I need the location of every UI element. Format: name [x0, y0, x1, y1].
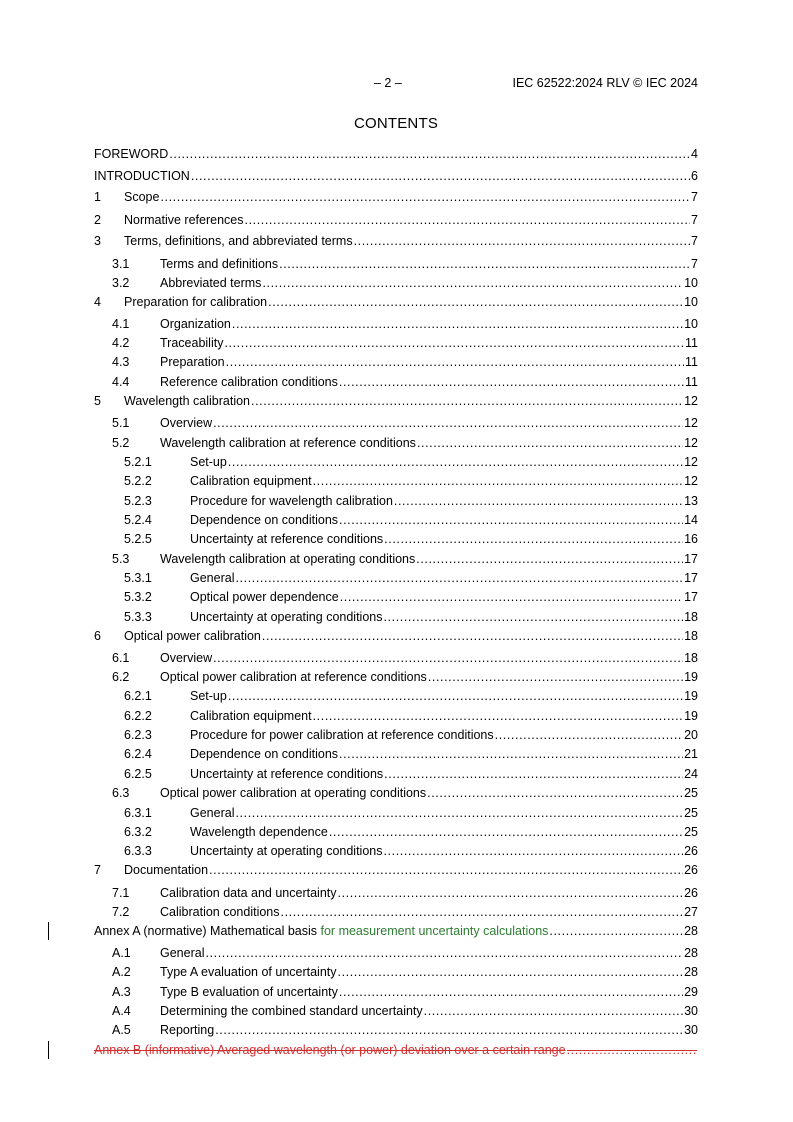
- toc-entry-number: 1: [94, 190, 101, 204]
- toc-entry-page: 28: [684, 965, 698, 979]
- toc-entry-title: [124, 212, 244, 228]
- dot-leader: [313, 708, 683, 724]
- toc-entry[interactable]: [94, 294, 698, 310]
- toc-entry-page: 10: [684, 317, 698, 331]
- dot-leader: [427, 785, 683, 801]
- toc-entry-title-text: Wavelength dependence: [190, 825, 328, 839]
- toc-entry-title: [124, 189, 159, 205]
- toc-entry-title: [124, 393, 250, 409]
- toc-entry-title: [94, 1042, 566, 1058]
- dot-leader: [338, 964, 684, 980]
- toc-entry-number: 5.2.2: [124, 474, 152, 488]
- dot-leader: [339, 984, 683, 1000]
- toc-entry-title-text: General: [160, 946, 205, 960]
- toc-entry-title-text: Calibration data and uncertainty: [160, 886, 337, 900]
- dot-leader: [169, 146, 690, 162]
- toc-entry-title-text: Set-up: [190, 689, 227, 703]
- dot-leader: [213, 650, 683, 666]
- dot-leader: [383, 843, 683, 859]
- toc-entry-number: 3: [94, 234, 101, 248]
- toc-entry-number: 2: [94, 213, 101, 227]
- toc-entry-page: 26: [684, 844, 698, 858]
- dot-leader: [228, 688, 683, 704]
- toc-entry[interactable]: [94, 708, 698, 724]
- toc-entry-title: [160, 335, 223, 351]
- toc-entry-title: [190, 746, 338, 762]
- toc-entry-page: 11: [685, 355, 698, 369]
- toc-entry-title: [94, 168, 190, 184]
- toc-entry[interactable]: [94, 862, 698, 878]
- toc-entry[interactable]: [94, 885, 698, 901]
- toc-entry-page: 26: [684, 886, 698, 900]
- toc-entry-number: 5.2.1: [124, 455, 152, 469]
- toc-entry[interactable]: [94, 512, 698, 528]
- toc-entry-title-text: General: [190, 571, 235, 585]
- toc-entry[interactable]: [94, 1022, 698, 1038]
- toc-entry-title-text: Documentation: [124, 863, 209, 877]
- toc-entry-number: 6.1: [112, 651, 130, 665]
- toc-entry-page: 18: [684, 629, 698, 643]
- toc-entry-title: [160, 945, 204, 961]
- toc-entry-page: 14: [684, 513, 698, 527]
- toc-entry-title-text: Wavelength calibration at operating conditions: [160, 552, 416, 566]
- page-header: [94, 76, 698, 92]
- toc-entry-title-text: Procedure for wavelength calibration: [190, 494, 393, 508]
- toc-entry-title: [160, 374, 338, 390]
- dot-leader: [228, 454, 683, 470]
- toc-entry[interactable]: [94, 435, 698, 451]
- toc-entry-title-text: Procedure for power calibration at reference conditions: [190, 728, 494, 742]
- toc-entry-page: 10: [684, 276, 698, 290]
- toc-entry-number: 5.3.3: [124, 610, 152, 624]
- toc-entry[interactable]: [94, 233, 698, 249]
- dot-leader: [354, 233, 690, 249]
- toc-entry-title-text: Organization: [160, 317, 231, 331]
- toc-entry-page: 7: [691, 257, 698, 271]
- toc-entry[interactable]: [94, 589, 698, 605]
- toc-entry-title-text: Set-up: [190, 455, 227, 469]
- toc-entry-title-text: Calibration equipment: [190, 709, 312, 723]
- toc-entry-title: [160, 354, 225, 370]
- dot-leader: [339, 374, 684, 390]
- toc-entry-page: 16: [684, 532, 698, 546]
- dot-leader: [215, 1022, 683, 1038]
- toc-entry-title: [190, 824, 328, 840]
- toc-entry-title-text: Wavelength calibration: [124, 394, 250, 408]
- toc-entry-title-text: Preparation: [160, 355, 225, 369]
- dot-leader: [383, 609, 683, 625]
- dot-leader: [313, 473, 683, 489]
- toc-entry-title: [190, 531, 383, 547]
- dot-leader: [394, 493, 683, 509]
- toc-entry[interactable]: [94, 766, 698, 782]
- toc-entry-number: 5.3.2: [124, 590, 152, 604]
- toc-entry-title-text: Annex B (informative) Averaged wavelength (or power) deviation over a certain range: [94, 1043, 566, 1057]
- toc-entry-title-text: Dependence on conditions: [190, 747, 339, 761]
- toc-entry-title: [160, 551, 415, 567]
- toc-entry-title-text: Normative references: [124, 213, 244, 227]
- toc-entry[interactable]: [94, 824, 698, 840]
- toc-entry-title-text: Overview: [160, 651, 213, 665]
- toc-entry-title: [160, 785, 426, 801]
- toc-entry-number: 7.1: [112, 886, 130, 900]
- toc-entry[interactable]: [94, 393, 698, 409]
- toc-entry-title: [190, 843, 382, 859]
- toc-entry[interactable]: [94, 805, 698, 821]
- toc-entry-title-text: FOREWORD: [94, 147, 169, 161]
- dot-leader: [268, 294, 683, 310]
- toc-entry[interactable]: [94, 189, 698, 205]
- toc-entry-title-text: Abbreviated terms: [160, 276, 262, 290]
- toc-entry[interactable]: [94, 374, 698, 390]
- toc-entry[interactable]: [94, 551, 698, 567]
- toc-entry-title: [124, 862, 208, 878]
- dot-leader: [281, 904, 684, 920]
- toc-entry-page: 28: [684, 946, 698, 960]
- toc-entry[interactable]: [94, 1003, 698, 1019]
- dot-leader: [262, 628, 683, 644]
- toc-entry[interactable]: [94, 727, 698, 743]
- toc-entry-number: 7.2: [112, 905, 130, 919]
- dot-leader: [384, 766, 683, 782]
- toc-entry-page: 10: [684, 295, 698, 309]
- toc-entry-title: [160, 650, 212, 666]
- toc-entry[interactable]: [94, 609, 698, 625]
- toc-entry-page: 29: [684, 985, 698, 999]
- toc-entry-title: [124, 628, 261, 644]
- toc-entry-number: 6.2.3: [124, 728, 152, 742]
- toc-entry-page: 21: [684, 747, 698, 761]
- toc-entry-page: 12: [684, 474, 698, 488]
- dot-leader: [226, 354, 684, 370]
- dot-leader: [417, 435, 683, 451]
- toc-entry[interactable]: [94, 923, 698, 939]
- toc-entry-title: [190, 727, 494, 743]
- toc-entry-page: 30: [684, 1023, 698, 1037]
- toc-entry[interactable]: [94, 473, 698, 489]
- toc-entry-title: [190, 766, 383, 782]
- dot-leader: [329, 824, 683, 840]
- dot-leader: [339, 512, 683, 528]
- toc-entry[interactable]: [94, 628, 698, 644]
- toc-entry-number: 6.2.1: [124, 689, 152, 703]
- dot-leader: [224, 335, 684, 351]
- toc-entry-title: [160, 256, 278, 272]
- dot-leader: [205, 945, 683, 961]
- toc-entry-title: [190, 589, 339, 605]
- dot-leader: [549, 923, 683, 939]
- toc-entry-page: 28: [684, 924, 698, 938]
- toc-entry-number: 4.1: [112, 317, 130, 331]
- toc-entry-title-text: Optical power dependence: [190, 590, 339, 604]
- toc-entry-title: [160, 435, 416, 451]
- toc-entry-title-text: Overview: [160, 416, 213, 430]
- toc-entry-title-text: Uncertainty at operating conditions: [190, 844, 383, 858]
- toc-entry-number: 5: [94, 394, 101, 408]
- standard-reference: IEC 62522:2024 RLV © IEC 2024: [512, 76, 698, 90]
- toc-entry[interactable]: [94, 984, 698, 1000]
- toc-entry[interactable]: [94, 688, 698, 704]
- toc-entry-number: 4.3: [112, 355, 130, 369]
- toc-entry-number: 6.3: [112, 786, 130, 800]
- toc-entry-title-text: Type B evaluation of uncertainty: [160, 985, 338, 999]
- toc-entry-number: 6.2: [112, 670, 130, 684]
- toc-entry-number: A.4: [112, 1004, 131, 1018]
- toc-entry-number: 6.3.3: [124, 844, 152, 858]
- toc-entry-number: 6.3.1: [124, 806, 152, 820]
- toc-entry-page: 17: [684, 590, 698, 604]
- toc-entry-number: 4.2: [112, 336, 130, 350]
- toc-entry-page: 6: [691, 169, 698, 183]
- toc-entry-title-text: Reference calibration conditions: [160, 375, 338, 389]
- toc-entry-number: 5.3.1: [124, 571, 152, 585]
- toc-entry-number: 6.2.5: [124, 767, 152, 781]
- toc-entry-title-text: Determining the combined standard uncertainty: [160, 1004, 423, 1018]
- toc-entry-page: 30: [684, 1004, 698, 1018]
- toc-entry[interactable]: [94, 212, 698, 228]
- toc-entry-page: 12: [684, 436, 698, 450]
- page-number: – 2 –: [374, 76, 402, 90]
- dot-leader: [416, 551, 683, 567]
- toc-entry[interactable]: [94, 570, 698, 586]
- toc-entry-title: [190, 708, 312, 724]
- toc-entry-page: 19: [684, 709, 698, 723]
- toc-entry-title: [190, 512, 338, 528]
- toc-entry-title: [190, 454, 227, 470]
- toc-entry-number: 6: [94, 629, 101, 643]
- toc-entry-title: [160, 669, 427, 685]
- dot-leader: [213, 415, 683, 431]
- toc-entry-page: 11: [685, 336, 698, 350]
- toc-entry-title-text: Optical power calibration at reference conditions: [160, 670, 427, 684]
- toc-entry-title: [190, 493, 393, 509]
- toc-entry-title-text: Calibration conditions: [160, 905, 280, 919]
- toc-entry[interactable]: [94, 669, 698, 685]
- toc-entry[interactable]: [94, 335, 698, 351]
- toc-entry[interactable]: [94, 354, 698, 370]
- toc-entry[interactable]: [94, 945, 698, 961]
- dot-leader: [235, 805, 683, 821]
- toc-entry-number: 6.2.2: [124, 709, 152, 723]
- toc-entry-title-text: Type A evaluation of uncertainty: [160, 965, 337, 979]
- toc-entry-title: [160, 1003, 423, 1019]
- toc-entry-page: 4: [691, 147, 698, 161]
- toc-entry-title-text: Optical power calibration: [124, 629, 261, 643]
- toc-entry-number: 5.3: [112, 552, 130, 566]
- toc-entry[interactable]: [94, 168, 698, 184]
- toc-entry[interactable]: [94, 256, 698, 272]
- toc-entry[interactable]: [94, 964, 698, 980]
- toc-entry[interactable]: [94, 493, 698, 509]
- toc-entry-number: A.3: [112, 985, 131, 999]
- toc-entry[interactable]: [94, 785, 698, 801]
- toc-entry-title: [190, 570, 234, 586]
- toc-entry-title-text: Traceability: [160, 336, 224, 350]
- dot-leader: [424, 1003, 683, 1019]
- dot-leader: [495, 727, 683, 743]
- toc-entry[interactable]: [94, 415, 698, 431]
- toc-entry-number: 5.2: [112, 436, 130, 450]
- toc-entry-number: 5.2.3: [124, 494, 152, 508]
- toc-entry-page: 13: [684, 494, 698, 508]
- toc-entry-page: 26: [684, 863, 698, 877]
- dot-leader: [339, 746, 683, 762]
- toc-entry-page: 17: [684, 571, 698, 585]
- toc-entry-number: 5.2.4: [124, 513, 152, 527]
- toc-entry-title-text: Uncertainty at reference conditions: [190, 767, 384, 781]
- toc-entry-page: 27: [684, 905, 698, 919]
- toc-entry-number: 7: [94, 863, 101, 877]
- toc-entry-page: 19: [684, 689, 698, 703]
- toc-entry-title-text: Uncertainty at operating conditions: [190, 610, 383, 624]
- toc-entry-page: 7: [691, 213, 698, 227]
- toc-entry-title-text: Scope: [124, 190, 160, 204]
- toc-entry-title-text: Optical power calibration at operating conditions: [160, 786, 427, 800]
- dot-leader: [262, 275, 683, 291]
- toc-entry-number: 5.1: [112, 416, 130, 430]
- toc-entry-title-text: General: [190, 806, 235, 820]
- toc-entry-title: [190, 609, 382, 625]
- toc-entry-page: 24: [684, 767, 698, 781]
- change-bar: [48, 1041, 49, 1059]
- dot-leader: [384, 531, 683, 547]
- toc-entry-number: A.2: [112, 965, 131, 979]
- toc-entry-title-text: Calibration equipment: [190, 474, 312, 488]
- toc-entry-number: 4: [94, 295, 101, 309]
- toc-entry-number: 5.2.5: [124, 532, 152, 546]
- toc-entry-title: [160, 275, 261, 291]
- toc-entry-title-text: Wavelength calibration at reference conditions: [160, 436, 416, 450]
- toc-entry-title-text: INTRODUCTION: [94, 169, 190, 183]
- toc-entry-number: 4.4: [112, 375, 130, 389]
- toc-entry-title: [160, 904, 280, 920]
- change-bar: [48, 922, 49, 940]
- toc-entry-title: [160, 964, 337, 980]
- toc-entry[interactable]: [94, 454, 698, 470]
- toc-entry-page: 19: [684, 670, 698, 684]
- toc-entry-title-text: Terms and definitions: [160, 257, 279, 271]
- toc-entry-page: 12: [684, 394, 698, 408]
- toc-entry-title: [160, 885, 337, 901]
- dot-leader: [340, 589, 683, 605]
- toc-entry-title: [160, 1022, 214, 1038]
- toc-entry-page: 25: [684, 825, 698, 839]
- toc-entry-title-text: Reporting: [160, 1023, 215, 1037]
- toc-entry-number: A.5: [112, 1023, 131, 1037]
- dot-leader: [232, 316, 683, 332]
- toc-entry-number: 6.2.4: [124, 747, 152, 761]
- toc-entry-title-text: Dependence on conditions: [190, 513, 339, 527]
- dot-leader: [338, 885, 684, 901]
- toc-entry[interactable]: [94, 650, 698, 666]
- toc-entry[interactable]: [94, 146, 698, 162]
- dot-leader: [251, 393, 683, 409]
- dot-leader: [209, 862, 683, 878]
- toc-entry-title: [94, 146, 168, 162]
- toc-entry-title: [160, 415, 212, 431]
- toc-entry-page: 7: [691, 234, 698, 248]
- toc-entry[interactable]: [94, 531, 698, 547]
- dot-leader: [160, 189, 690, 205]
- toc-entry-page: 12: [684, 416, 698, 430]
- toc-entry[interactable]: [94, 316, 698, 332]
- toc-entry-number: 3.1: [112, 257, 130, 271]
- toc-entry-page: 17: [684, 552, 698, 566]
- toc-entry-title: [124, 294, 267, 310]
- toc-entry-title-text: Annex A (normative) Mathematical basis: [94, 924, 318, 938]
- toc-entry-page: 20: [684, 728, 698, 742]
- toc-entry-page: 11: [685, 375, 698, 389]
- toc-entry-number: 6.3.2: [124, 825, 152, 839]
- toc-entry-title: [160, 984, 338, 1000]
- toc-entry-page: 18: [684, 610, 698, 624]
- toc-entry-page: 12: [684, 455, 698, 469]
- dot-leader: [245, 212, 691, 228]
- dot-leader: [567, 1042, 697, 1058]
- toc-entry-title-text: Terms, definitions, and abbreviated terms: [124, 234, 353, 248]
- toc-entry-title: [94, 923, 548, 939]
- dot-leader: [235, 570, 683, 586]
- toc-entry[interactable]: [94, 746, 698, 762]
- toc-entry[interactable]: [94, 843, 698, 859]
- contents-title: CONTENTS: [353, 115, 439, 132]
- toc-entry-page: 7: [691, 190, 698, 204]
- toc-entry-title: [190, 688, 227, 704]
- toc-entry-page: 25: [684, 786, 698, 800]
- toc-entry-title: [190, 805, 234, 821]
- toc-entry[interactable]: [94, 904, 698, 920]
- toc-entry-page: 18: [684, 651, 698, 665]
- dot-leader: [279, 256, 690, 272]
- toc-entry-number: A.1: [112, 946, 131, 960]
- toc-entry-title-text: Uncertainty at reference conditions: [190, 532, 384, 546]
- toc-entry-title: [124, 233, 353, 249]
- toc-entry-number: 3.2: [112, 276, 130, 290]
- toc-entry-title: [190, 473, 312, 489]
- toc-entry-page: 25: [684, 806, 698, 820]
- toc-entry-added-text: for measurement uncertainty calculations: [317, 924, 549, 938]
- toc-entry[interactable]: [94, 275, 698, 291]
- dot-leader: [191, 168, 690, 184]
- toc-entry-title: [160, 316, 231, 332]
- toc-entry[interactable]: [94, 1042, 698, 1058]
- toc-entry-title-text: Preparation for calibration: [124, 295, 268, 309]
- dot-leader: [428, 669, 683, 685]
